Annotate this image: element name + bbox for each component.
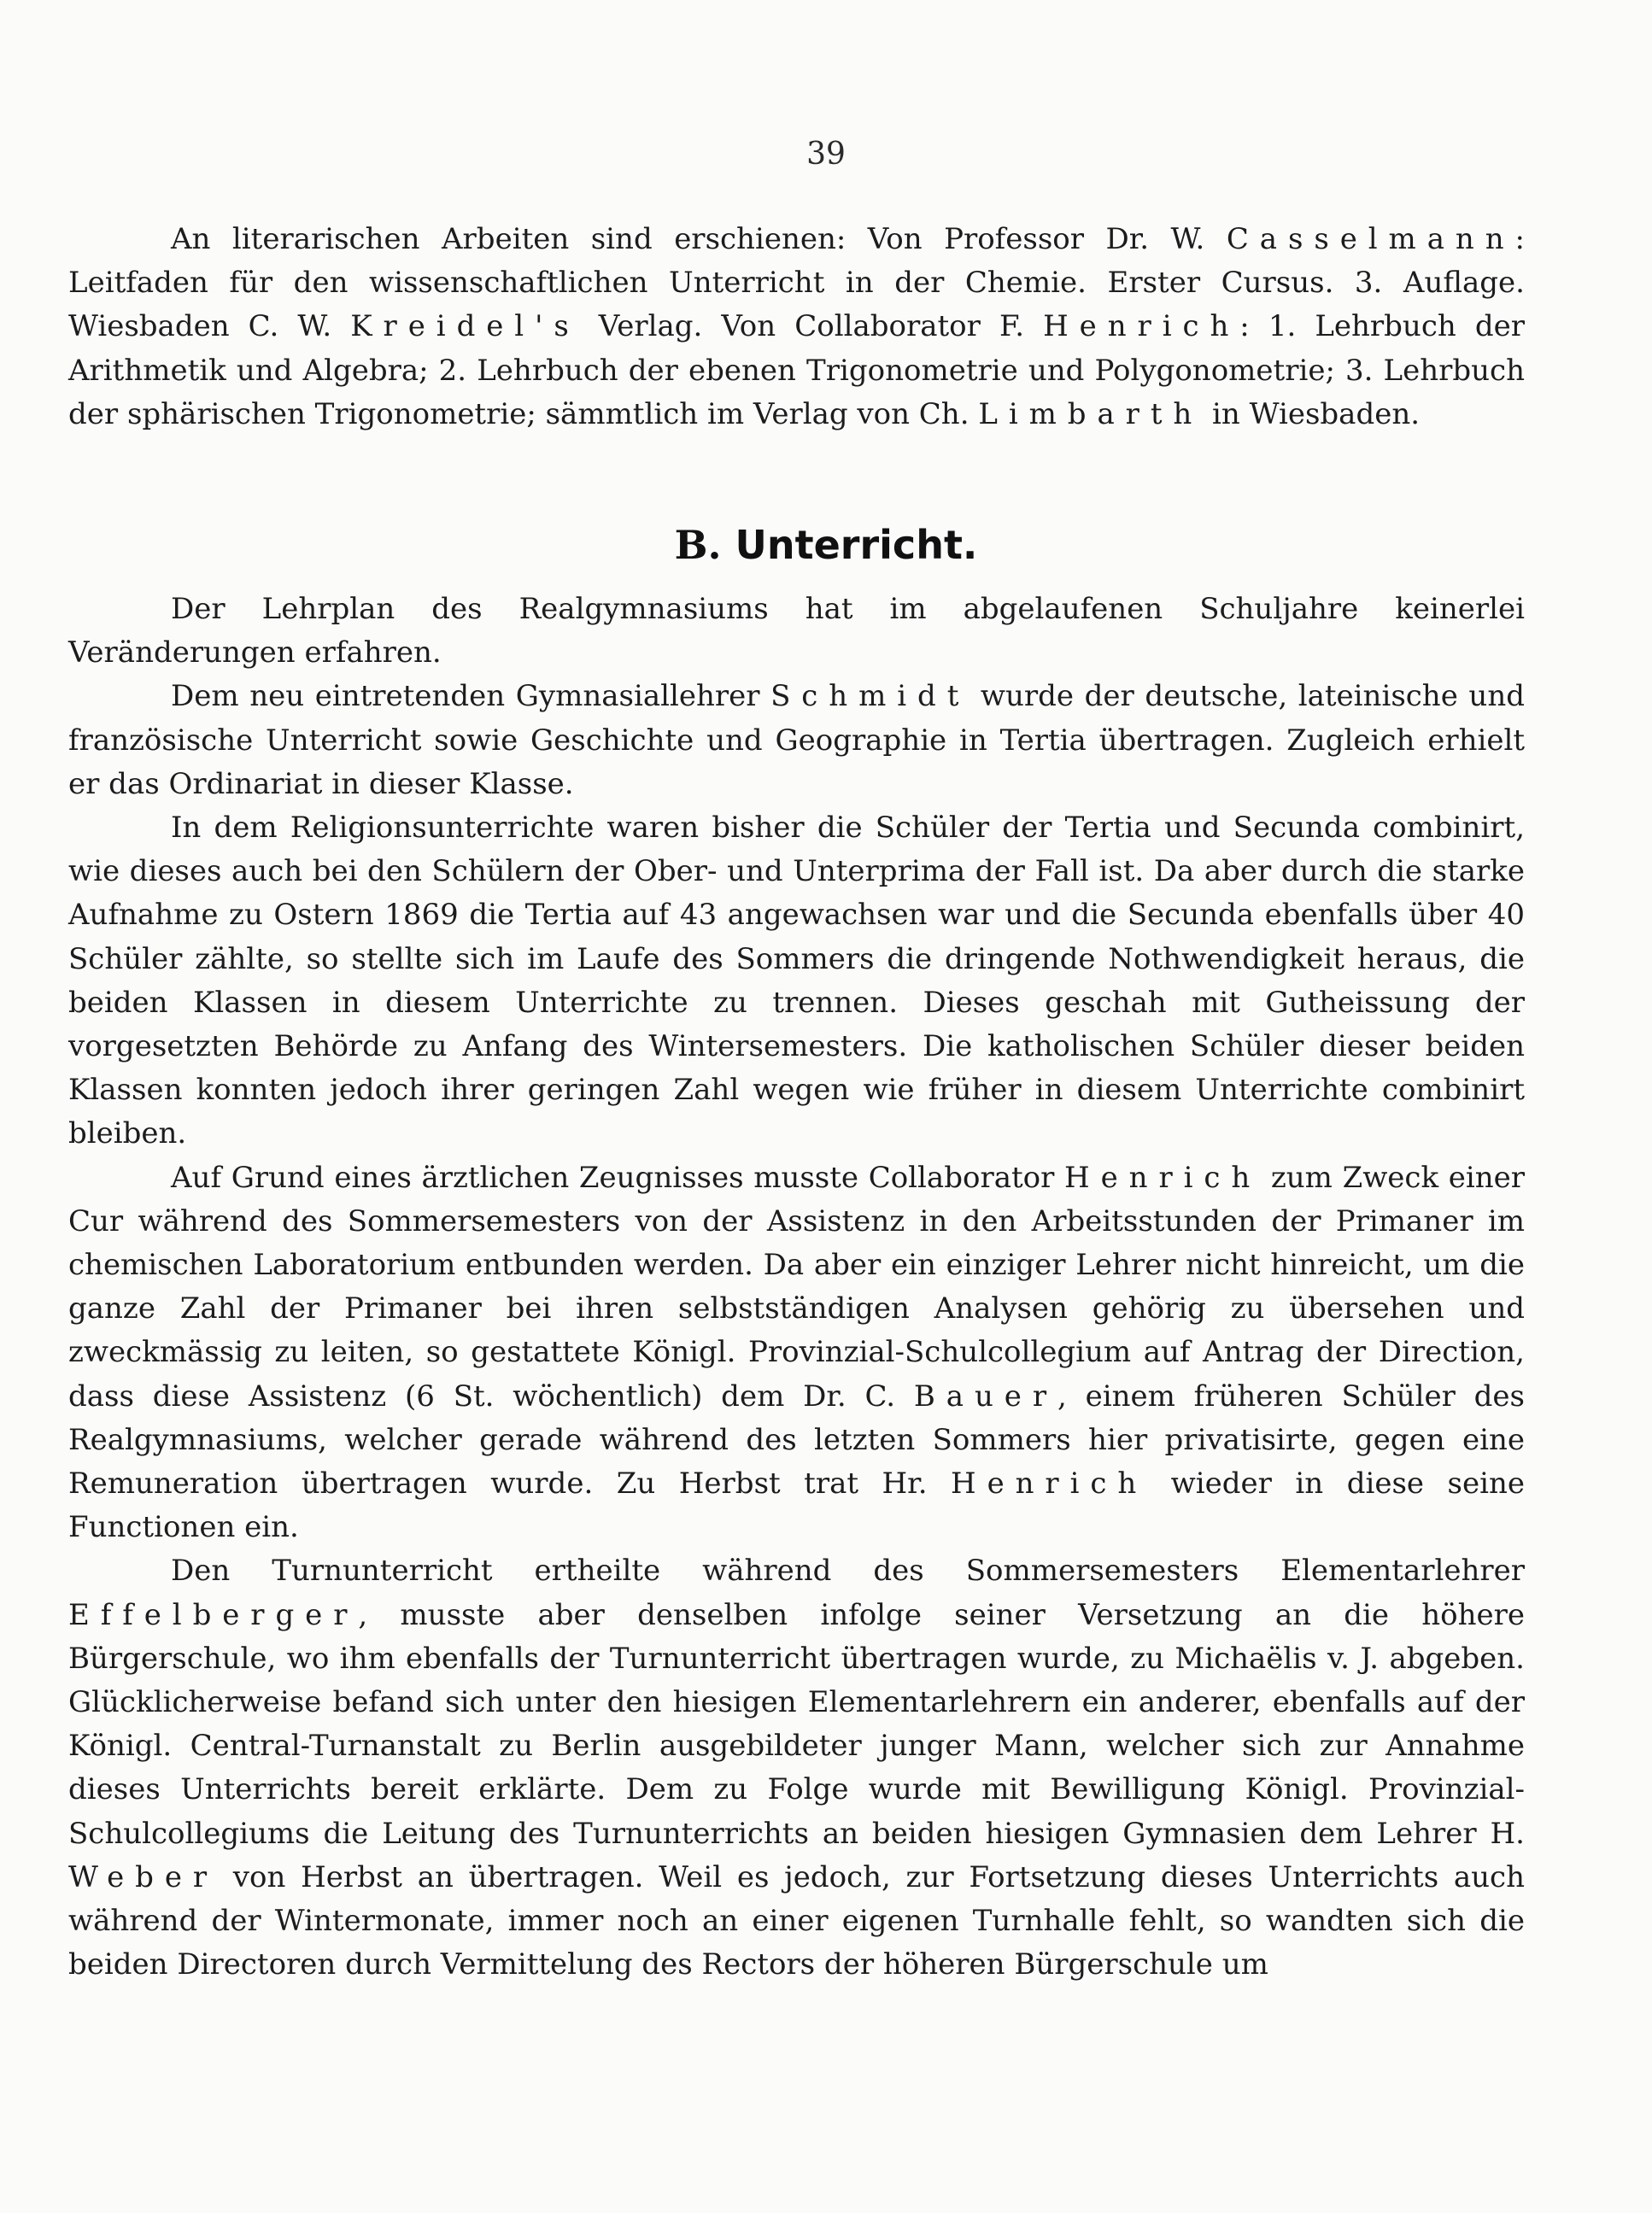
author-name: Henrich bbox=[1043, 309, 1240, 344]
person-name: Henrich bbox=[951, 1467, 1148, 1502]
intro-block bbox=[68, 218, 1525, 436]
publisher-name: Kreidel's bbox=[350, 309, 580, 344]
paragraph: Auf Grund eines ärztlichen Zeugnisses musste Collaborator Henrich zum Zweck einer Cur während des Sommersemesters von der Assistenz in den Arbeitsstunden der Primaner im chemischen Laboratorium entbunden werden. Da aber ein einziger Lehrer nicht hinreicht, um die ganze Zahl der Primaner bei ihren selbstständigen Analysen gehörig zu übersehen und zweckmässig zu leiten, so gestattete Königl. Provinzial-Schulcollegium auf Antrag der Direction, dass diese Assistenz (6 St. wöchentlich) dem Dr. C. Bauer, einem früheren Schüler des Realgymnasiums, welcher gerade während des letzten Sommers hier privatisirte, gegen eine Remuneration übertragen wurde. Zu Herbst trat Hr. Henrich wieder in diese seine Functionen ein. bbox=[68, 1160, 1525, 1545]
page-number: 39 bbox=[806, 137, 846, 172]
intro-paragraph: An literarischen Arbeiten sind erschienen: Von Professor Dr. W. Casselmann: Leitfaden für den wissenschaftlichen Unterricht in der Chemie. Erster Cursus. 3. Auflage. Wiesbaden C. W. Kreidel's Verlag. Von Collaborator F. Henrich: 1. Lehrbuch der Arithmetik und Algebra; 2. Lehrbuch der ebenen Trigonometrie und Polygonometrie; 3. Lehrbuch der sphärischen Trigonometrie; sämmtlich im Verlag von Ch. Limbarth in Wiesbaden. bbox=[68, 222, 1525, 431]
body-text bbox=[68, 588, 1525, 1988]
paragraph: Dem neu eintretenden Gymnasiallehrer Schmidt wurde der deutsche, lateinische und französische Unterricht sowie Geschichte und Geographie in Tertia übertragen. Zugleich erhielt er das Ordinariat in dieser Klasse. bbox=[68, 679, 1525, 801]
person-name: Bauer bbox=[913, 1379, 1058, 1414]
paragraph: Den Turnunterricht ertheilte während des Sommersemesters Elementarlehrer Effelberger, musste aber denselben infolge seiner Versetzung an die höhere Bürgerschule, wo ihm ebenfalls der Turnunterricht übertragen wurde, zu Michaëlis v. J. abgeben. Glücklicherweise befand sich unter den hiesigen Elementarlehrern ein anderer, ebenfalls auf der Königl. Central-Turnanstalt zu Berlin ausgebildeter junger Mann, welcher sich zur Annahme dieses Unterrichts bereit erklärte. Dem zu Folge wurde mit Bewilligung Königl. Provinzial-Schulcollegiums die Leitung des Turnunterrichts an beiden hiesigen Gymnasien dem Lehrer H. Weber von Herbst an übertragen. Weil es jedoch, zur Fortsetzung dieses Unterrichts auch während der Wintermonate, immer noch an einer eigenen Turnhalle fehlt, so wandten sich die beiden Directoren durch Vermittelung des Rectors der höheren Bürgerschule um bbox=[68, 1554, 1525, 1982]
section-number: B. bbox=[674, 522, 722, 568]
person-name: Weber bbox=[68, 1859, 219, 1894]
person-name: Schmidt bbox=[770, 679, 970, 714]
paragraph: Der Lehrplan des Realgymnasiums hat im abgelaufenen Schuljahre keinerlei Veränderungen erfahren. bbox=[68, 592, 1525, 670]
paragraph: In dem Religionsunterrichte waren bisher die Schüler der Tertia und Secunda combinirt, wie dieses auch bei den Schülern der Ober- und Unterprima der Fall ist. Da aber durch die starke Aufnahme zu Ostern 1869 die Tertia auf 43 angewachsen war und die Secunda ebenfalls über 40 Schüler zählte, so stellte sich im Laufe des Sommers die dringende Nothwendigkeit heraus, die beiden Klassen in diesem Unterrichte zu trennen. Dieses geschah mit Gutheissung der vorgesetzten Behörde zu Anfang des Wintersemesters. Die katholischen Schüler dieser beiden Klassen konnten jedoch ihrer geringen Zahl wegen wie früher in diesem Unterrichte combinirt bleiben. bbox=[68, 811, 1525, 1151]
section-title: Unterricht. bbox=[735, 522, 978, 568]
section-heading bbox=[0, 515, 1652, 575]
person-name: Henrich bbox=[1064, 1160, 1262, 1195]
publisher-name: Limbarth bbox=[978, 396, 1204, 431]
author-name: Casselmann bbox=[1226, 222, 1515, 256]
person-name: Effelberger bbox=[68, 1597, 359, 1632]
